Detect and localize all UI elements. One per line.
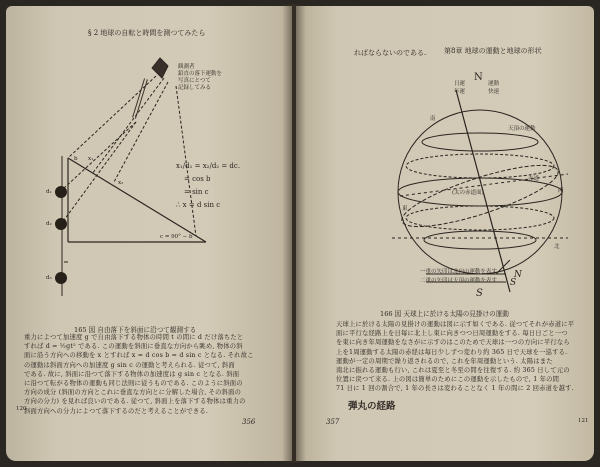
s-legend-mark: S <box>510 278 517 288</box>
formula-block: x₁/d₁ = x₂/d₂ = dc. = cos b = sin c ∴ x = d sin c <box>176 162 241 209</box>
ball-2 <box>55 218 67 230</box>
right-body-text: 天球上に於ける太陽の見掛けの運動は図に示す如くである. 従つてそれが赤道に平 面に平行な経路上を日毎に北上し東に向きつつ日周運動をする. 毎日日ごと一つ を東に向き年周運動をなさがに示すのはこのためで天球は一つの方向に平行なら 上を1周運動する太陽の赤経は毎日少しずつ変わり約 365 日で天球を一巡する. 運動が一定の周期で繰り返されるので, これを年周運動という. 太陽はまた 南北に振れる運動も行い, これは夏至と冬至の間を往復する. 約 365 日して元の 位置に戻つて来る. 上の図は簡単のためにこの運動を示したもので, 1 年の間 71 日に 1 回の割合で, 1 年の長さは変わることなく 1 年の間に 2 回赤道を越す. <box>336 321 575 393</box>
x2-label: x₂ <box>118 180 124 186</box>
d1-label: d₁ <box>46 189 52 195</box>
angle-label: c = 90° − b <box>160 234 193 240</box>
small-label-east: 東 <box>402 206 408 212</box>
small-label-west: 西 <box>558 188 564 194</box>
left-figure-caption: 165 図 自由落下を斜面に沿つて観測する <box>74 326 197 334</box>
celestial-sphere-diagram <box>296 6 594 306</box>
north-label: N <box>474 72 483 83</box>
right-first-line: ればならないのである. <box>354 49 427 57</box>
observer-note: 観測者 鉛直の落下運動を 写真にとつて 記録してみる <box>178 64 223 91</box>
x1-label: x₁ <box>88 156 94 162</box>
section-title: 弾丸の経路 <box>348 401 396 412</box>
point-b-label: b <box>74 156 78 162</box>
left-page-number: 356 <box>242 418 256 426</box>
equator-label: 赤道 <box>528 176 540 182</box>
ball-3 <box>55 272 67 284</box>
small-label-south: 南 <box>430 116 436 122</box>
center-plane-label: (太の赤道面) <box>452 190 484 196</box>
small-label-north: 北 <box>554 244 560 250</box>
d3-label: d₃ <box>46 275 52 281</box>
left-motion-labels: 日運 年運 <box>454 81 466 95</box>
left-corner-mark: 120 <box>16 406 27 412</box>
left-body-text: 重力によつて加速度 g で自由落下する物体の時間 t の間に d だけ落ちたと すれば d = ½gt² である. この運動を斜面に垂直な方向から眺め, 物体の斜 面に沿う方向への移動を x とすれば x = d cos b = d sin c となる. それ故こ の運動は斜面方向への加速度 g sin c の運動と考えられる. 従つて, 斜面 である. 故に, 斜面に沿つて落下する物体の加速度は g sin c となる. 斜面 に沿つて転がる物体の運動も同じ法則に従うものである. このように斜面の 方向の成分 (斜面の方向とこれに垂直な方向とに分解した場合, その斜面の 方向の分力) を見れば良いのである. 従つて, 斜面上を落下する物体は重力の 斜面方向への分力によつて落下するのだと考えることができる. <box>24 334 254 415</box>
right-corner-mark: 121 <box>578 418 589 424</box>
right-running-head: 第8章 地球の運動と地球の形状 <box>444 47 542 55</box>
left-page <box>6 6 292 461</box>
right-page <box>296 6 594 461</box>
zenith-motion-label: 天頂の運動 <box>508 126 536 132</box>
left-running-head: § 2 地球の自転と時間を測つてみたら <box>88 29 206 37</box>
ball-1 <box>55 186 67 198</box>
right-motion-labels: 運動 快速 <box>488 81 500 95</box>
south-label: S <box>476 288 483 299</box>
right-page-number: 357 <box>326 418 340 426</box>
right-figure-caption: 166 図 天球上に於ける太陽の見掛けの運動 <box>380 310 509 318</box>
figure-legend: 一重の矢印は北向の運動を表す 二重の矢印は天頂の運動を表す <box>420 269 498 284</box>
n-legend-mark: N <box>514 270 522 280</box>
d2-label: d₂ <box>46 221 52 227</box>
book-gutter <box>282 4 306 463</box>
